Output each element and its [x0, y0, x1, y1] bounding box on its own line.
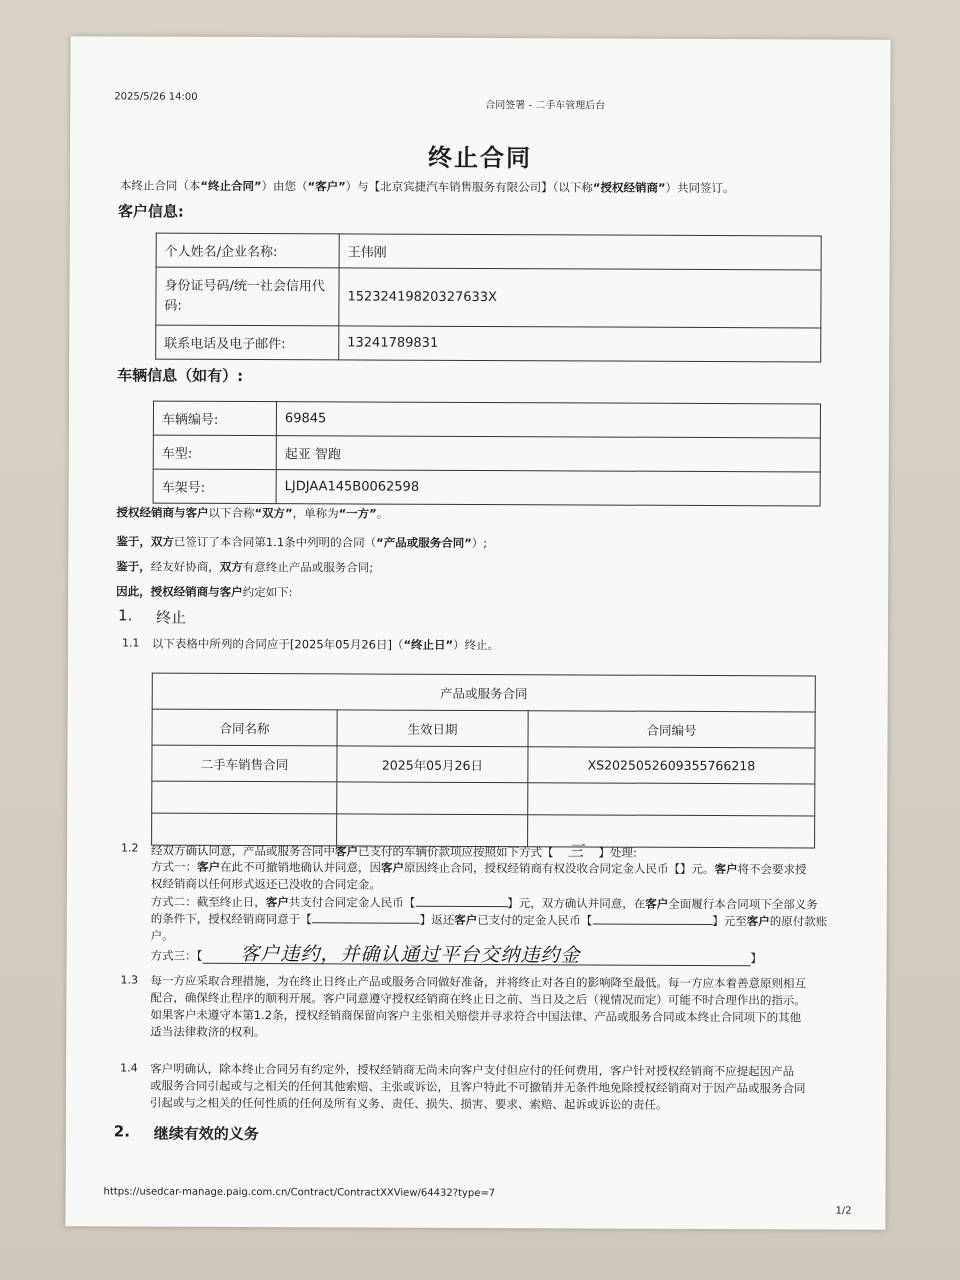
print-app-title: 合同签署 - 二手车管理后台 [485, 100, 606, 112]
refund-amount-field[interactable] [592, 924, 712, 926]
customer-info-heading: 客户信息: [117, 202, 184, 221]
clause-1-1-text: 以下表格中所列的合同应于[2025年05月26日]（“终止日”）终止。 [151, 636, 500, 653]
clause-1-3-line-2: 配合，确保终止程序的顺利开展。客户同意遵守授权经销商在终止日之前、当日及之后（视情况而定）可能不时合理作出的指示。 [150, 990, 806, 1008]
table-row [156, 325, 821, 362]
clause-1-4-number: 1.4 [120, 1061, 138, 1075]
table-row [152, 673, 815, 712]
refund-date-field[interactable] [312, 922, 420, 923]
customer-name-label: 个人姓名/企业名称: [156, 233, 339, 268]
customer-contact-label: 联系电话及电子邮件: [156, 325, 339, 360]
clause-1-1-number: 1.1 [121, 636, 140, 650]
customer-id-label: 身份证号码/统一社会信用代码: [156, 267, 339, 326]
method-one-line-2: 权经销商以任何形式返还已没收的合同定金。 [150, 876, 381, 892]
table-row [153, 469, 820, 506]
method-three-line: 方式三：【 客户违约，并确认通过平台交纳违约金 】 [150, 942, 762, 967]
customer-id-value: 15232419820327633X [339, 268, 821, 328]
empty-cell [528, 783, 815, 816]
handwritten-method-mark: 三 [567, 841, 585, 861]
table-row [152, 745, 815, 784]
clause-1-4-line-2: 或服务合同引起或与之相关的任何其他索赔、主张或诉讼，且客户特此不可撤销并无条件地免除授权经销商对于因产品或服务合同 [149, 1078, 806, 1096]
recital-therefore: 因此，授权经销商与客户约定如下: [116, 584, 293, 600]
clause-1-3-number: 1.3 [120, 973, 139, 987]
clause-1-3-line-4: 适当法律救济的权利。 [150, 1024, 266, 1040]
column-header-number: 合同编号 [528, 711, 815, 748]
customer-contact-value: 13241789831 [339, 326, 821, 362]
footer-page-number: 1/2 [835, 1205, 852, 1217]
section-1-number: 1. [118, 606, 133, 625]
section-2-title: 继续有效的义务 [153, 1124, 259, 1144]
clause-1-4-line-1: 客户明确认，除本终止合同另有约定外，授权经销商无尚未向客户支付但应付的任何费用，客户针对授权经销商不应提起因产品 [150, 1061, 795, 1079]
contract-date-cell: 2025年05月26日 [337, 746, 528, 783]
clause-1-3-line-1: 每一方应采取合理措施，为在终止日终止产品或服务合同做好准备，并将终止对各自的影响降至最低。每一方应本着善意原则相互 [150, 973, 807, 991]
section-1-title: 终止 [156, 608, 187, 627]
method-one-line-1: 方式一：客户在此不可撤销地确认并同意，因客户原因终止合同，授权经销商有权没收合同定金人民币【】元。客户将不会要求授 [150, 859, 807, 877]
method-two-line-1: 方式二：截至终止日，客户共支付合同定金人民币【 】元，双方确认并同意，在客户全面履行本合同项下全部义务 [150, 894, 818, 912]
empty-cell [152, 781, 337, 814]
vehicle-model-label: 车型: [153, 435, 276, 470]
customer-name-value: 王伟刚 [339, 234, 821, 270]
vehicle-vin-label: 车架号: [153, 469, 276, 504]
table-row [152, 781, 815, 816]
clause-1-4-line-3: 引起或与之相关的任何性质的任何及所有义务、责任、损失、损害、要求、索赔、起诉或诉讼的责任。 [149, 1095, 668, 1112]
vehicle-number-value: 69845 [276, 402, 820, 438]
vehicle-info-table [153, 401, 821, 507]
table-row [152, 709, 815, 748]
product-contract-table [151, 673, 816, 849]
method-two-line-3: 户。 [150, 928, 174, 943]
clause-1-3-line-3: 如果客户未遵守本第1.2条，授权经销商保留向客户主张相关赔偿并寻求符合中国法律、产品或服务合同或本终止合同项下的其他 [150, 1007, 802, 1025]
table-caption: 产品或服务合同 [152, 673, 815, 712]
column-header-name: 合同名称 [152, 709, 337, 746]
contract-name-cell: 二手车销售合同 [152, 745, 337, 782]
vehicle-info-heading: 车辆信息（如有）: [117, 366, 244, 385]
table-row [153, 401, 820, 438]
table-row [156, 267, 821, 328]
intro-paragraph: 本终止合同（本“终止合同”）由您（“客户”）与【北京宾捷汽车销售服务有限公司】（以下称“授权经销商”）共同签订。 [119, 178, 735, 196]
vehicle-vin-value: LJDJAA145B0062598 [276, 470, 820, 506]
table-row [156, 233, 821, 270]
section-2-number: 2. [113, 1122, 131, 1141]
contract-number-cell: XS2025052609355766218 [528, 747, 815, 784]
footer-url: https://usedcar-manage.paig.com.cn/Contract/ContractXXView/64432?type=7 [103, 1186, 496, 1200]
print-datetime: 2025/5/26 14:00 [114, 91, 198, 103]
recital-contract: 鉴于，双方已签订了本合同第1.1条中列明的合同（“产品或服务合同”）; [116, 534, 488, 551]
method-two-line-2: 的条件下，授权经销商同意于【 】返还客户已支付的定金人民币【 】元至客户的原付款账 [150, 911, 828, 929]
vehicle-model-value: 起亚 智跑 [276, 436, 820, 472]
deposit-amount-field[interactable] [415, 906, 507, 907]
document-title: 终止合同 [428, 143, 533, 173]
column-header-date: 生效日期 [337, 710, 528, 747]
recital-negotiation: 鉴于，经友好协商，双方有意终止产品或服务合同; [116, 559, 374, 575]
handwritten-method-three: 客户违约，并确认通过平台交纳违约金 [202, 946, 750, 966]
table-row [153, 435, 820, 472]
customer-info-table [155, 233, 822, 363]
contract-page [65, 36, 890, 1230]
clause-1-2-line-1: 经双方确认同意，产品或服务合同中客户已支付的车辆价款项应按照如下方式【 三 】处理: [151, 841, 637, 861]
recital-parties: 授权经销商与客户以下合称“双方”，单称为“一方”。 [116, 505, 389, 521]
clause-1-2-number: 1.2 [121, 841, 139, 855]
empty-cell [337, 782, 528, 815]
vehicle-number-label: 车辆编号: [153, 401, 276, 436]
